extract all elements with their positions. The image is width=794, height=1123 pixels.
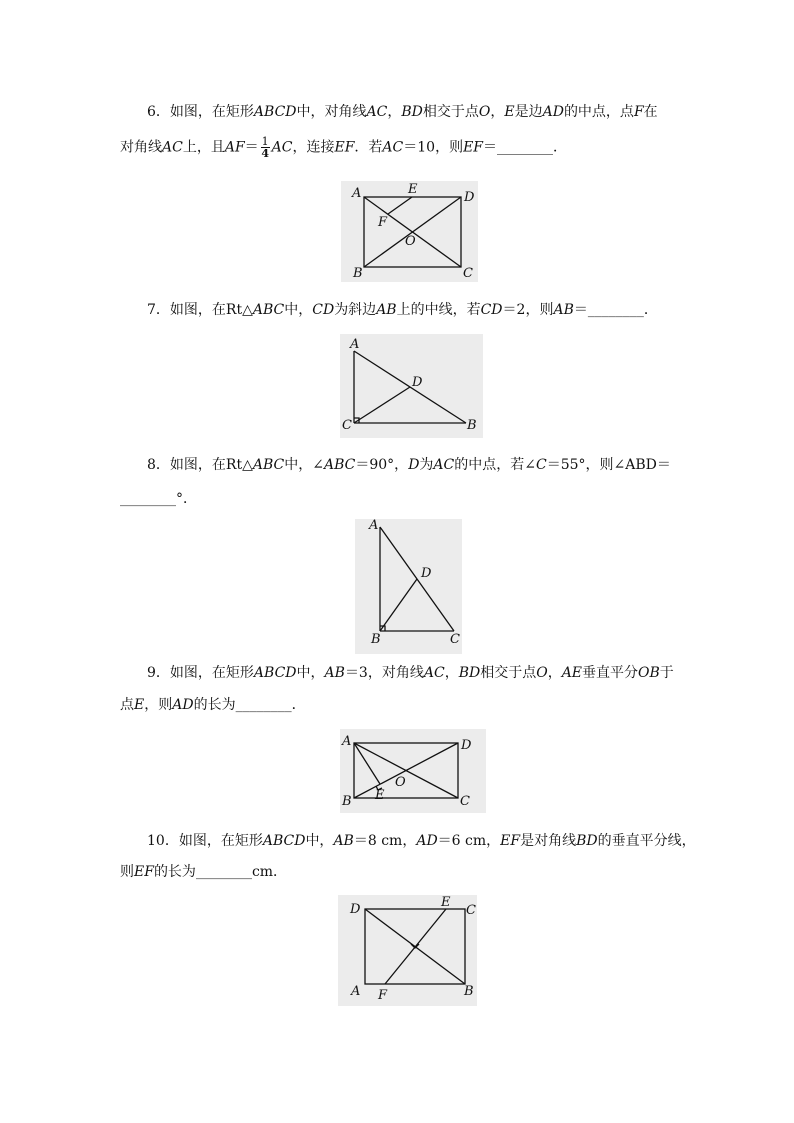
figure-10-svg (338, 895, 477, 1006)
var: AD (416, 833, 438, 849)
var: AF (224, 139, 245, 156)
var: AC (382, 139, 404, 156)
var: BD (401, 104, 423, 120)
text: ＝55°，则∠ABD＝ (546, 457, 671, 473)
label-c: C (450, 632, 460, 647)
label-b: B (467, 418, 477, 433)
problem-9-line-2 (120, 695, 306, 715)
label-e: E (375, 788, 385, 803)
var: EF (134, 864, 154, 880)
label-o: O (405, 234, 416, 249)
label-a: A (342, 734, 352, 749)
text: △ (242, 457, 253, 473)
text: ＝ (483, 139, 498, 156)
answer-blank[interactable]: ________ (120, 491, 176, 507)
var: AC (271, 139, 293, 156)
segment-ef (388, 197, 412, 214)
text: 是边 (514, 104, 543, 120)
var: ABCD (253, 665, 297, 681)
label-d: D (461, 738, 472, 753)
var: AE (561, 665, 583, 681)
answer-blank[interactable]: ________ (587, 302, 644, 318)
problem-10-line-2 (120, 862, 287, 882)
text: ． (291, 697, 306, 713)
text: ＝10，则 (403, 139, 464, 156)
var: O (536, 665, 548, 681)
label-d: D (412, 375, 423, 390)
problem-number: 8 (147, 457, 156, 473)
figure-8-triangle (355, 519, 462, 654)
text: 中， (296, 665, 325, 681)
label-b: B (371, 632, 381, 647)
var: BD (576, 833, 598, 849)
answer-blank[interactable]: ________ (497, 139, 554, 156)
text: ， (387, 104, 402, 120)
text: 的长为 (193, 697, 236, 713)
var: AB (553, 302, 574, 318)
problem-number: 6 (147, 104, 156, 120)
label-o: O (395, 775, 406, 790)
var: EF (500, 833, 521, 849)
var: EF (463, 139, 484, 156)
label-d: D (350, 902, 361, 917)
text: 相交于点 (422, 104, 479, 120)
text: 则 (120, 864, 134, 880)
problem-8-line-1 (147, 455, 671, 475)
label-f: F (378, 215, 388, 230)
var: ABC (252, 302, 285, 318)
var: ABC (252, 457, 285, 473)
var: D (408, 457, 420, 473)
text: Rt (225, 457, 243, 473)
figure-6-svg (341, 181, 478, 282)
text: Rt (225, 302, 243, 318)
label-c: C (463, 266, 473, 281)
text: ， (444, 665, 459, 681)
figure-7-triangle (340, 334, 483, 438)
text: 上的中线，若 (396, 302, 481, 318)
text: ＝ (573, 302, 588, 318)
label-a: A (352, 186, 362, 201)
label-b: B (464, 984, 474, 999)
label-d: D (421, 566, 432, 581)
text: ．若 (354, 139, 383, 156)
text: 的垂直平分线， (597, 833, 696, 849)
figure-8-svg (355, 519, 462, 654)
problem-6-line-1 (147, 102, 658, 122)
problem-number: 9 (147, 665, 156, 681)
figure-7-svg (340, 334, 483, 438)
label-d: D (464, 190, 475, 205)
text: ，连接 (292, 139, 335, 156)
var: ABCD (253, 104, 297, 120)
var: AC (366, 104, 388, 120)
var: ABC (323, 457, 356, 473)
problem-9-line-1 (147, 663, 674, 683)
answer-blank[interactable]: ________ (195, 864, 252, 880)
problem-10-line-1 (147, 831, 696, 851)
figure-9-rectangle (340, 729, 486, 813)
var: EF (334, 139, 355, 156)
var: OB (638, 665, 660, 681)
text: ＝6 cm， (437, 833, 501, 849)
text: 垂直平分 (582, 665, 639, 681)
text: ＝8 cm， (353, 833, 417, 849)
var: CD (312, 302, 335, 318)
text: 的长为 (153, 864, 196, 880)
var: F (633, 104, 644, 120)
text: ＝ (244, 139, 259, 156)
var: O (478, 104, 491, 120)
label-c: C (342, 418, 352, 433)
text: ．如图，在 (155, 457, 226, 473)
text: 相交于点 (480, 665, 537, 681)
fraction (261, 136, 270, 159)
text: ＝2，则 (502, 302, 554, 318)
answer-blank[interactable]: ________ (235, 697, 292, 713)
text: ． (643, 302, 658, 318)
problem-6-line-2 (120, 136, 567, 159)
var: ABCD (262, 833, 306, 849)
var: AC (433, 457, 455, 473)
text: 是对角线 (520, 833, 577, 849)
text: △ (242, 302, 253, 318)
var: AD (172, 697, 194, 713)
text: 对角线 (120, 139, 162, 156)
text: 的中点，若∠ (454, 457, 536, 473)
var: CD (480, 302, 503, 318)
text: ．如图，在矩形 (155, 104, 254, 120)
var: AC (162, 139, 183, 156)
text: 在 (643, 104, 658, 120)
median-cd (354, 387, 410, 423)
text: 为 (419, 457, 434, 473)
text: 中，对角线 (296, 104, 367, 120)
problem-8-line-2 (120, 489, 197, 509)
text: ， (490, 104, 505, 120)
text: ．如图，在 (155, 302, 226, 318)
text: 中，∠ (284, 457, 324, 473)
label-b: B (342, 794, 352, 809)
label-a: A (351, 984, 361, 999)
text: °． (176, 491, 197, 507)
label-e: E (408, 182, 418, 197)
text: 为斜边 (334, 302, 377, 318)
segment-ef (385, 909, 446, 984)
text: ． (553, 139, 568, 156)
text: ，则 (144, 697, 173, 713)
figure-10-rectangle (338, 895, 477, 1006)
label-f: F (378, 988, 388, 1003)
fraction-numerator: 1 (261, 135, 269, 148)
label-c: C (466, 903, 476, 918)
text: 的中点，点 (563, 104, 634, 120)
figure-9-svg (340, 729, 486, 813)
text: 上，且 (182, 139, 225, 156)
label-a: A (369, 519, 379, 533)
label-e: E (441, 895, 451, 910)
text: ．如图，在矩形 (164, 833, 263, 849)
text: 中， (305, 833, 334, 849)
text: ．如图，在矩形 (155, 665, 254, 681)
label-b: B (353, 266, 363, 281)
var: AD (542, 104, 564, 120)
text: 中， (284, 302, 313, 318)
median-bd (380, 579, 417, 631)
text: ＝90°， (355, 457, 409, 473)
var: AB (376, 302, 397, 318)
text: ＝3，对角线 (344, 665, 424, 681)
label-c: C (460, 794, 470, 809)
var: AB (324, 665, 345, 681)
var: AC (423, 665, 445, 681)
problem-number: 7 (147, 302, 156, 318)
label-a: A (350, 337, 360, 352)
var: AB (333, 833, 354, 849)
fraction-denominator: 4 (261, 147, 269, 160)
text: 于 (659, 665, 674, 681)
text: ， (547, 665, 562, 681)
text: 点 (120, 697, 134, 713)
var: E (504, 104, 515, 120)
problem-number: 10 (147, 833, 165, 849)
var: C (535, 457, 547, 473)
var: BD (458, 665, 481, 681)
problem-7-line-1 (147, 300, 658, 320)
figure-6-rectangle (341, 181, 478, 282)
text: cm． (251, 864, 288, 880)
var: E (134, 697, 145, 713)
